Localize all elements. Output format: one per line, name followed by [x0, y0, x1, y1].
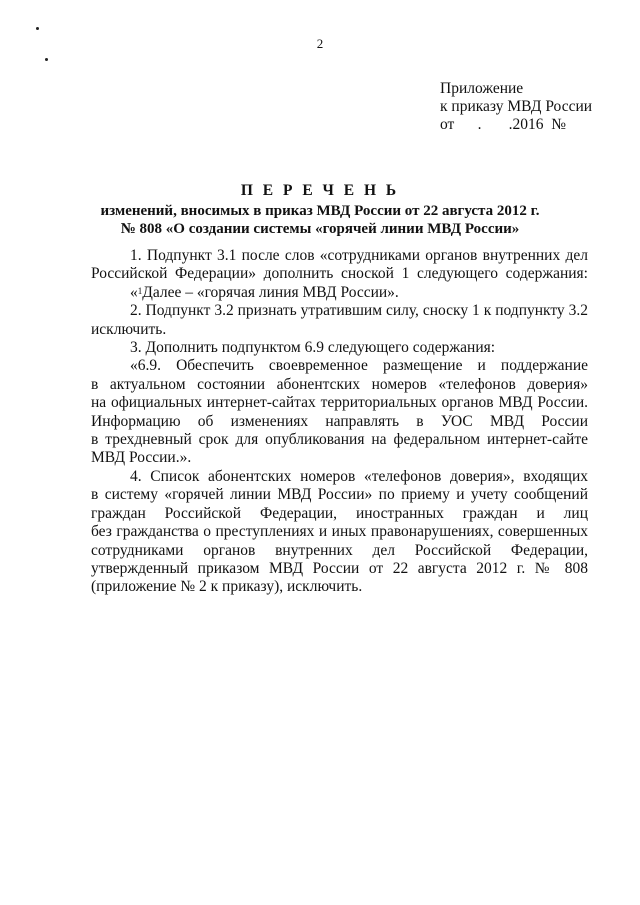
quoted-line: МВД России.».: [91, 449, 192, 467]
paragraph-line: исключить.: [91, 320, 167, 338]
document-subtitle: [0, 202, 640, 238]
footnote-line: [91, 284, 588, 302]
quoted-line: в актуальном состоянии абонентских номеров «телефонов доверия»: [91, 375, 588, 393]
appendix-date-number: от . .2016 №: [440, 116, 566, 133]
document-body: [91, 247, 588, 597]
appendix-block: [440, 80, 592, 134]
paragraph-line: (приложение № 2 к приказу), исключить.: [91, 578, 363, 596]
quoted-line: Информацию об изменениях направлять в УОС МВД России: [91, 412, 588, 430]
paragraph-line: 1. Подпункт 3.1 после слов «сотрудниками органов внутренних дел: [130, 247, 588, 264]
scan-speck: [36, 27, 39, 30]
document-title: П Е Р Е Ч Е Н Ь: [240, 182, 400, 199]
paragraph-line: граждан Российской Федерации, иностранных граждан и лиц: [91, 504, 588, 522]
quote-mark: «: [130, 283, 138, 301]
paragraph-line: в систему «горячей линии МВД России» по приему и учету сообщений: [91, 486, 588, 504]
paragraph-line: без гражданства о преступлениях и иных правонарушениях, совершенных: [91, 523, 588, 541]
footnote-mark: 1: [137, 285, 143, 296]
subtitle-line: № 808 «О создании системы «горячей линии МВД России»: [120, 221, 520, 237]
paragraph-line: 3. Дополнить подпунктом 6.9 следующего содержания:: [130, 339, 496, 357]
appendix-order-ref: к приказу МВД России: [440, 98, 593, 115]
paragraph-line: сотрудниками органов внутренних дел Российской Федерации,: [91, 541, 588, 559]
paragraph-line: утвержденный приказом МВД России от 22 августа 2012 г. № 808: [91, 559, 588, 577]
footnote-text: Далее – «горячая линия МВД России».: [142, 283, 399, 301]
quoted-line: в трехдневный срок для опубликования на федеральном интернет-сайте: [91, 431, 588, 449]
quoted-line: «6.9. Обеспечить своевременное размещение и поддержание: [130, 357, 588, 375]
page-number: 2: [316, 36, 324, 51]
paragraph-line: Российской Федерации» дополнить сноской 1 следующего содержания:: [91, 265, 588, 283]
paragraph-line: 4. Список абонентских номеров «телефонов доверия», входящих: [130, 467, 588, 485]
paragraph-line: 2. Подпункт 3.2 признать утратившим силу, сноску 1 к подпункту 3.2: [130, 302, 588, 320]
subtitle-line: изменений, вносимых в приказ МВД России от 22 августа 2012 г.: [100, 203, 540, 219]
scan-speck: [45, 58, 48, 61]
quoted-line: на официальных интернет-сайтах территориальных органов МВД России.: [91, 394, 588, 412]
appendix-label: Приложение: [440, 80, 524, 97]
